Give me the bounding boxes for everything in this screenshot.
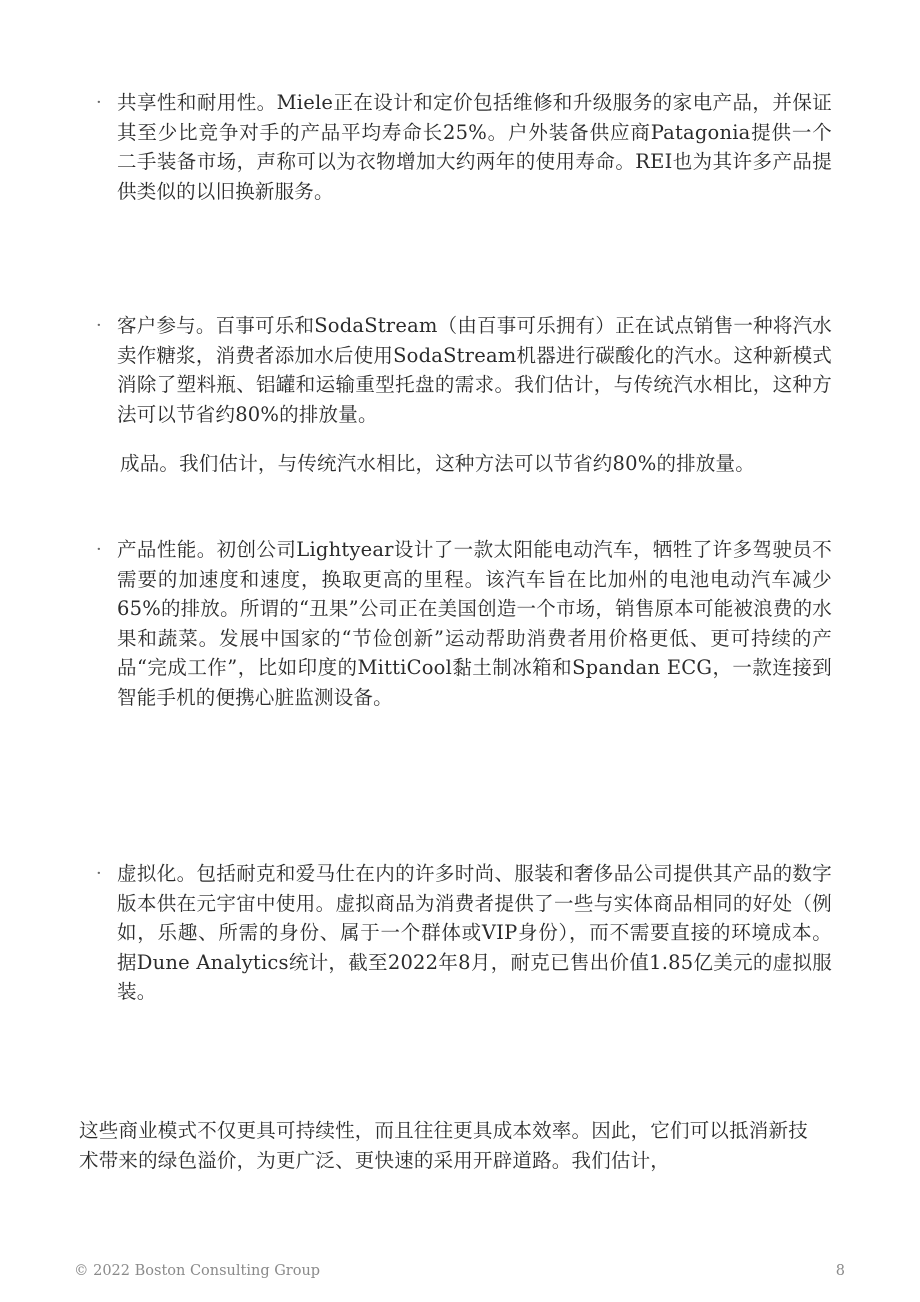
fragment-paragraph: 成品。我们估计，与传统汽水相比，这种方法可以节省约80%的排放量。 [120, 452, 755, 475]
page-number: 8 [835, 1263, 845, 1279]
bullet-marker: · [96, 539, 102, 560]
bullet-marker: · [96, 92, 102, 113]
bullet-text: 共享性和耐用性。Miele正在设计和定价包括维修和升级服务的家电产品，并保证其至少比竞争对手的产品平均寿命长25%。户外装备供应商Patagonia提供一个二手装备市场，声称可以为衣物增加大约两年的使用寿命。REI也为其许多产品提供类似的以旧换新服务。 [117, 91, 832, 203]
bullet-item-sharing-durability [96, 88, 832, 206]
bullet-item-virtualization [96, 859, 832, 1007]
bullet-marker: · [96, 315, 102, 336]
bullet-marker: · [96, 863, 102, 884]
bullet-text: 产品性能。初创公司Lightyear设计了一款太阳能电动汽车，牺牲了许多驾驶员不需要的加速度和速度，换取更高的里程。该汽车旨在比加州的电池电动汽车减少65%的排放。所谓的“丑果”公司正在美国创造一个市场，销售原本可能被浪费的水果和蔬菜。发展中国家的“节俭创新”运动帮助消费者用价格更低、更可持续的产品“完成工作”，比如印度的MittiCool黏土制冰箱和Spandan ECG，一款连接到智能手机的便携心脏监测设备。 [117, 538, 832, 709]
bullet-item-product-performance [96, 535, 832, 712]
bullet-text: 客户参与。百事可乐和SodaStream（由百事可乐拥有）正在试点销售一种将汽水卖作糖浆，消费者添加水后使用SodaStream机器进行碳酸化的汽水。这种新模式消除了塑料瓶、铝罐和运输重型托盘的需求。我们估计，与传统汽水相比，这种方法可以节省约80%的排放量。 [117, 314, 832, 426]
closing-paragraph: 这些商业模式不仅更具可持续性，而且往往更具成本效率。因此，它们可以抵消新技术带来的绿色溢价，为更广泛、更快速的采用开辟道路。我们估计， [79, 1119, 808, 1172]
bullet-text: 虚拟化。包括耐克和爱马仕在内的许多时尚、服装和奢侈品公司提供其产品的数字版本供在元宇宙中使用。虚拟商品为消费者提供了一些与实体商品相同的好处（例如，乐趣、所需的身份、属于一个群体或VIP身份），而不需要直接的环境成本。据Dune Analytics统计，截至2022年8月，耐克已售出价值1.85亿美元的虚拟服装。 [117, 862, 832, 1003]
footer-copyright: © 2022 Boston Consulting Group [74, 1263, 321, 1279]
bullet-item-customer-participation [96, 311, 832, 429]
